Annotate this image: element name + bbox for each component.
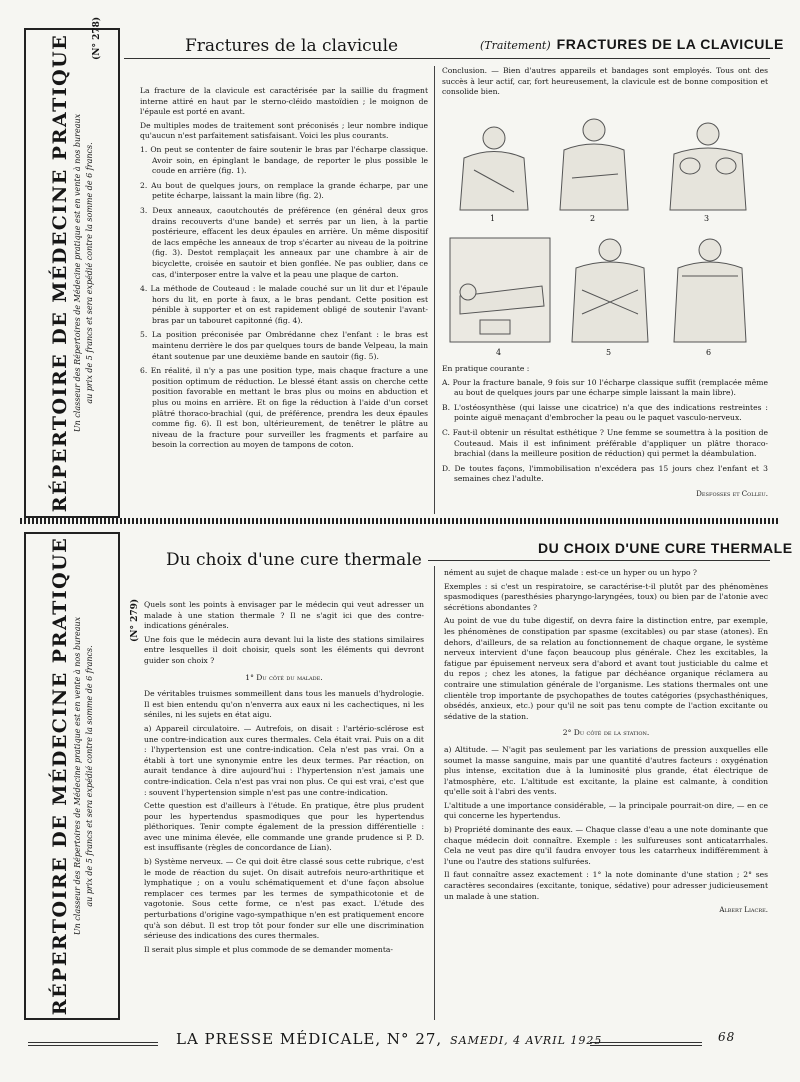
article1-header-right: FRACTURES DE LA CLAVICULE	[556, 36, 784, 52]
article1-title: Fractures de la clavicule	[185, 36, 399, 56]
article1-intro-1: La fracture de la clavicule est caractérisée par la saillie du fragment interne attiré en haut par le sterno-cléido mastoïdien ; le moignon de l'épaule est porté en avant.	[140, 86, 428, 117]
figure-1-label: 1	[490, 214, 496, 223]
sidebar-subtitle-2-2: au prix de 5 francs et sera expédié contre la somme de 6 francs.	[85, 645, 95, 907]
article2-title: Du choix d'une cure thermale	[166, 550, 422, 570]
article1-intro-2: De multiples modes de traitement sont préconisés ; leur nombre indique qu'aucun n'est parfaitement satisfaisant. Voici les plus courants.	[140, 120, 428, 141]
article2-right-p3: Au point de vue du tube digestif, on devra faire la distinction entre, par exemple, les phénomènes de constipation par spasme (excitables) ou par stase (atones). En dehors, d'ailleurs, de sa relation au fonctionnement de chaque organe, le système nerveux intervient d'une façon beaucoup plus générale. Chez les excitables, la fatigue par épuisement nerveux sera d'abord et avant tout justiciable du calme et du repos ; chez les atones, la fatigue par déchéance organique réclamera au contraire une stimulation générale de l'organisme. Les stations thermales ont une clientèle trop importante de psychopathes de toutes catégories (psychasthéniques, obsédés, anxieux, etc.) pour qu'il ne soit pas tenu compte de l'action excitante ou sédative de la station.	[444, 616, 768, 721]
article2-header-right: DU CHOIX D'UNE CURE THERMALE	[538, 540, 793, 556]
figure-6-illustration	[674, 239, 746, 342]
article1-item-1: 1. On peut se contenter de faire soutenir le bras par l'écharpe classique. Avoir soin, en épinglant le bandage, de reporter le plus possible le coude en arrière (fig. 1).	[140, 144, 428, 176]
article1-item-2: 2. Au bout de quelques jours, on remplace la grande écharpe, par une petite écharpe, laissant la main libre (fig. 2).	[140, 180, 428, 201]
sidebar-bottom	[24, 532, 120, 1020]
figure-1-illustration	[460, 127, 528, 210]
figure-5-illustration	[572, 239, 648, 342]
article2-right-p5: L'altitude a une importance considérable, — la principale pourrait-on dire, — en ce qui concerne les hypertendus.	[444, 800, 768, 821]
article2-right-p1: nément au sujet de chaque malade : est-ce un hyper ou un hypo ?	[444, 568, 698, 577]
article2-rule	[428, 560, 770, 561]
article1-item-6: 6. En réalité, il n'y a pas une position type, mais chaque fracture a une position optimum de réduction. Le blessé étant assis on cherche cette position favorable en mettant le bras plus ou moins en abduction et plus ou moins en arrière. Et on fige la réduction à l'aide d'un corset plâtré thoraco-brachial (qui, de préférence, prendra les deux épaules comme fig. 6). Il est bon, ultérieurement, de tenêtrer le plâtre au niveau de la fracture pour surveiller les fragments et parfaire au besoin la correction au moyen de tampons de coton.	[140, 366, 428, 450]
footer-rule-left	[28, 1042, 158, 1046]
sidebar-subtitle-1: Un classeur des Répertoires de Médecine pratique est en vente à nos bureaux	[73, 113, 83, 433]
article1-signature: Desfosses et Colleu.	[696, 489, 768, 498]
article2-right-p4: a) Altitude. — N'agit pas seulement par les variations de pression auxquelles elle soumet la masse sanguine, mais par une quantité d'autres facteurs : oxygénation plus intense, excitation due à la luminosité plus grande, état électrique de l'atmosphère, etc. L'altitude est excitante, la plaine est calmante, à condition qu'elle soit à l'abri des vents.	[444, 744, 768, 797]
footer-rule-right	[590, 1042, 702, 1046]
practice-item-d: D. De toutes façons, l'immobilisation n'excédera pas 15 jours chez l'enfant et 3 semaines chez l'adulte.	[442, 463, 768, 484]
sidebar-top	[24, 28, 120, 518]
practice-intro: En pratique courante :	[442, 364, 530, 373]
sidebar-subtitle-2: au prix de 5 francs et sera expédié contre la somme de 6 francs.	[85, 142, 95, 404]
figures-svg	[446, 100, 768, 362]
figure-4-label: 4	[496, 348, 502, 357]
article2-section-1: 1° Du côté du malade.	[245, 672, 323, 682]
article2-left-p4: b) Système nerveux. — Ce qui doit être classé sous cette rubrique, c'est le mode de réaction du sujet. On disait autrefois neuro-arthritique et lymphatique ; on a voulu schématiquement et d'une façon absolue remplacer ces termes par les termes de sympathicotonie et de vagotonie. Sous cette forme, ce n'est pas exact. L'étude des perturbations d'origine vago-sympathique n'en est pratiquement encore qu'à son début. Il est trop tôt pour fonder sur elle une discrimination sérieuse des indications des cures thermales.	[144, 857, 424, 941]
article1-item-5: 5. La position préconisée par Ombrédanne chez l'enfant : le bras est maintenu derrière le dos par quelques tours de bande Velpeau, la main étant soutenue par une deuxième bande en sautoir (fig. 5).	[140, 330, 428, 361]
practice-item-a: A. Pour la fracture banale, 9 fois sur 10 l'écharpe classique suffit (remplacée même au bout de quelques jours par une écharpe simple laissant la main libre).	[442, 377, 768, 398]
sidebar-number-top: (N° 278)	[92, 16, 102, 60]
practice-item-c: C. Faut-il obtenir un résultat esthétique ? Une femme se soumettra à la position de Couteaud. Mais il est infiniment préférable d'appliquer un plâtre thoraco-brachial (dans la meilleure position de réduction) qui permet la déambulation.	[442, 427, 768, 459]
practice-item-b: B. L'ostéosynthèse (qui laisse une cicatrice) n'a que des indications restreintes : pointe aiguë menaçant d'embrocher la peau ou le paquet vasculo-nerveux.	[442, 402, 768, 423]
sidebar-title: RÉPERTOIRE DE MÉDECINE PRATIQUE	[49, 33, 72, 513]
article1-header-tag: (Traitement)	[480, 39, 551, 52]
figure-2-label: 2	[590, 214, 596, 223]
figure-3-illustration	[670, 123, 746, 210]
article1-conclusion: Conclusion. — Bien d'autres appareils et bandages sont employés. Tous ont des succès à leur actif, car, fort heureusement, la clavicule est de bonne composition et consolide bien.	[442, 66, 768, 97]
article1-rule	[124, 58, 770, 59]
article2-column-divider	[434, 566, 435, 1020]
article2-right-p7: Il faut connaître assez exactement : 1° la note dominante d'une station ; 2° ses caractères secondaires (excitante, tonique, sédative) pour adresser judicieusement un malade à une station.	[444, 870, 768, 901]
sidebar-title-2: RÉPERTOIRE DE MÉDECINE PRATIQUE	[49, 536, 72, 1016]
article1-practice	[442, 364, 768, 500]
article2-left-column	[144, 600, 424, 958]
figure-6-label: 6	[706, 348, 712, 357]
article2-left-p1: De véritables truismes sommeillent dans tous les manuels d'hydrologie. Il est bien entendu qu'on n'enverra aux eaux ni les cachectiques, ni les séniles, ni les sujets en état aigu.	[144, 689, 424, 720]
article1-header	[480, 36, 784, 52]
article2-right-column	[444, 568, 768, 916]
article2-intro-1: Quels sont les points à envisager par le médecin qui veut adresser un malade à une station thermale ? Il ne s'agit ici que des contre-indications générales.	[144, 600, 424, 631]
article1-left-column	[140, 86, 428, 455]
article2-right-p6: b) Propriété dominante des eaux. — Chaque classe d'eau a une note dominante que chaque médecin doit connaître. Exemple : les sulfureuses sont anticatarrhales. Cela ne veut pas dire qu'il faudra envoyer tous les catarrheux indifféremment à l'une ou l'autre des stations sulfurées.	[444, 825, 768, 866]
footer-date: SAMEDI, 4 AVRIL 1925	[450, 1034, 603, 1047]
footer-journal: LA PRESSE MÉDICALE, N° 27,	[176, 1030, 443, 1048]
footer	[176, 1030, 602, 1048]
sidebar-number-bottom: (N° 279)	[130, 598, 140, 642]
article2-section-2: 2° Du côté de la station.	[562, 728, 650, 738]
article2-left-p5: Il serait plus simple et plus commode de se demander momenta-	[144, 944, 393, 954]
article2-left-p3: Cette question est d'ailleurs à l'étude. En pratique, être plus prudent pour les hypertendus spasmodiques que pour les hypertendus pléthoriques. Tenir compte également de la pression différentielle : avec une minima élevée, elle commande une grande prudence si P. D. est insuffisante (règles de concordance de Lian).	[144, 801, 424, 853]
article1-item-4: 4. La méthode de Couteaud : le malade couché sur un lit dur et l'épaule hors du lit, en porte à faux, a le bras pendant. Cette position est pénible à supporter et on est rapidement obligé de soutenir l'avant-bras par un tabouret capitonné (fig. 4).	[140, 284, 428, 325]
figure-3-label: 3	[704, 214, 710, 223]
sidebar-subtitle-2-1: Un classeur des Répertoires de Médecine pratique est en vente à nos bureaux	[73, 616, 83, 936]
article1-item-3: 3. Deux anneaux, caoutchoutés de préférence (en général deux gros drains recouverts d'une bande) et serrés par un lien, à la partie postérieure, effacent les deux épaules en arrière. Un même dispositif de lacs empêche les anneaux de trop s'écarter au niveau de la poitrine (fig. 3). Destot remplaçait les anneaux par une chambre à air de bicyclette, croisée en sautoir et bien gonflée. Ne pas oublier, dans ce cas, d'interposer entre la valve et la peau une plaque de carton.	[140, 205, 428, 279]
article2-signature: Albert Liacre.	[719, 906, 768, 915]
article2-right-p2: Exemples : si c'est un respiratoire, se caractérise-t-il plutôt par des phénomènes spasmodiques (paresthésies pharyngo-laryngées, toux) ou bien par de l'atonie avec sécrétions abondantes ?	[444, 581, 768, 612]
footer-page-number: 68	[718, 1030, 736, 1044]
article2-left-p2: a) Appareil circulatoire. — Autrefois, on disait : l'artério-sclérose est une contre-indication aux cures thermales. Cela était vrai. Puis on a dit : l'hypertension est une contre-indication. Cela n'est pas vrai. On a établi à tort une synonymie entre les deux termes. Par réaction, on aurait tendance à dire aujourd'hui : l'hypertension n'est jamais une contre-indication. Cela n'est pas vrai non plus. Ce qui est vrai, c'est que : souvent l'hypertension simple n'est pas une contre-indication.	[144, 723, 424, 797]
article2-intro-2: Une fois que le médecin aura devant lui la liste des stations similaires entre lesquelles il doit choisir, quels sont les éléments qui devront guider son choix ?	[144, 634, 424, 665]
article1-column-divider	[434, 66, 435, 514]
figure-5-label: 5	[606, 348, 612, 357]
figure-4-illustration	[450, 238, 550, 342]
figure-2-illustration	[560, 119, 628, 210]
article-separator	[20, 518, 780, 524]
article1-figures	[446, 100, 768, 362]
